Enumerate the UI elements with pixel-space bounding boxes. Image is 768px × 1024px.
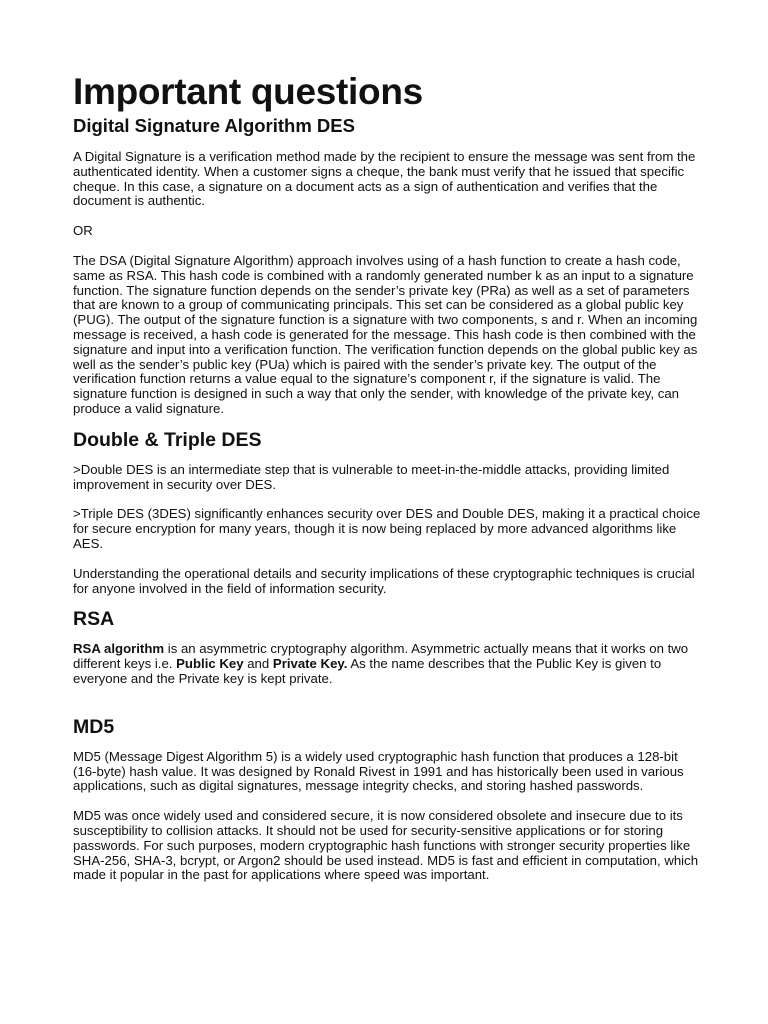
des-paragraph-1: >Double DES is an intermediate step that is vulnerable to meet-in-the-middle attacks, providing limited improvement in security over DES.: [73, 461, 670, 492]
des-heading: Double & Triple DES: [73, 428, 262, 451]
rsa-text-1: is an asymmetric cryptography algorithm. Asymmetric actually means that it works on two different keys i.e.: [73, 641, 689, 672]
des-paragraph-3: Understanding the operational details and security implications of these cryptographic techniques is crucial for anyone involved in the field of information security.: [73, 565, 695, 596]
rsa-private-key: Private Key.: [272, 656, 348, 672]
rsa-term: RSA algorithm: [73, 641, 165, 657]
rsa-and: and: [243, 656, 273, 672]
md5-paragraph-2: MD5 was once widely used and considered secure, it is now considered obsolete and insecure due to its susceptibility to collision attacks. It should not be used for security-sensitive applications or for storing passwords. For such purposes, modern cryptographic hash functions with stronger security properties like SHA-256, SHA-3, bcrypt, or Argon2 should be used instead. MD5 is fast and efficient in computation, which made it popular in the past for applications where speed was important.: [73, 808, 699, 883]
rsa-public-key: Public Key: [176, 656, 244, 672]
rsa-heading: RSA: [73, 608, 115, 631]
dsa-paragraph-2: The DSA (Digital Signature Algorithm) approach involves using of a hash function to create a hash code, same as RSA. This hash code is combined with a randomly generated number k as an input to a signature function. The signature function depends on the sender’s private key (PRa) as well as a set of parameters that are known to a group of communicating principals. This set can be considered as a global public key (PUG). The output of the signature function is a signature with two components, s and r. When an incoming message is received, a hash code is generated for the message. This hash code is then combined with the signature and input into a verification function. The verification function depends on the global public key as well as the sender’s public key (PUa) which is paired with the sender’s private key. The output of the verification function returns a value equal to the signature’s component r, if the signature is valid. The signature function is designed in such a way that only the sender, with knowledge of the private key, can produce a valid signature.: [73, 252, 698, 416]
dsa-heading: Digital Signature Algorithm DES: [73, 115, 355, 136]
md5-paragraph-1: MD5 (Message Digest Algorithm 5) is a widely used cryptographic hash function that produces a 128-bit (16-byte) hash value. It was designed by Ronald Rivest in 1991 and has historically been used in various applications, such as digital signatures, message integrity checks, and storing hashed passwords.: [73, 748, 684, 794]
rsa-paragraph: [73, 642, 703, 686]
document-page: [73, 70, 703, 883]
rsa-text-2: As the name describes that the Public Key is given to everyone and the Private key is kept private.: [73, 656, 662, 686]
dsa-or-text: OR: [73, 223, 93, 239]
md5-heading: MD5: [73, 715, 115, 738]
page-title: Important questions: [73, 71, 423, 112]
dsa-paragraph-1: A Digital Signature is a verification method made by the recipient to ensure the message was sent from the authenticated identity. When a customer signs a cheque, the bank must verify that he issued that specific cheque. In this case, a signature on a document acts as a sign of authentication and verifies that the document is authentic.: [73, 149, 696, 209]
des-paragraph-2: >Triple DES (3DES) significantly enhances security over DES and Double DES, making it a practical choice for secure encryption for many years, though it is now being replaced by more advanced algorithms like AES.: [73, 506, 701, 551]
